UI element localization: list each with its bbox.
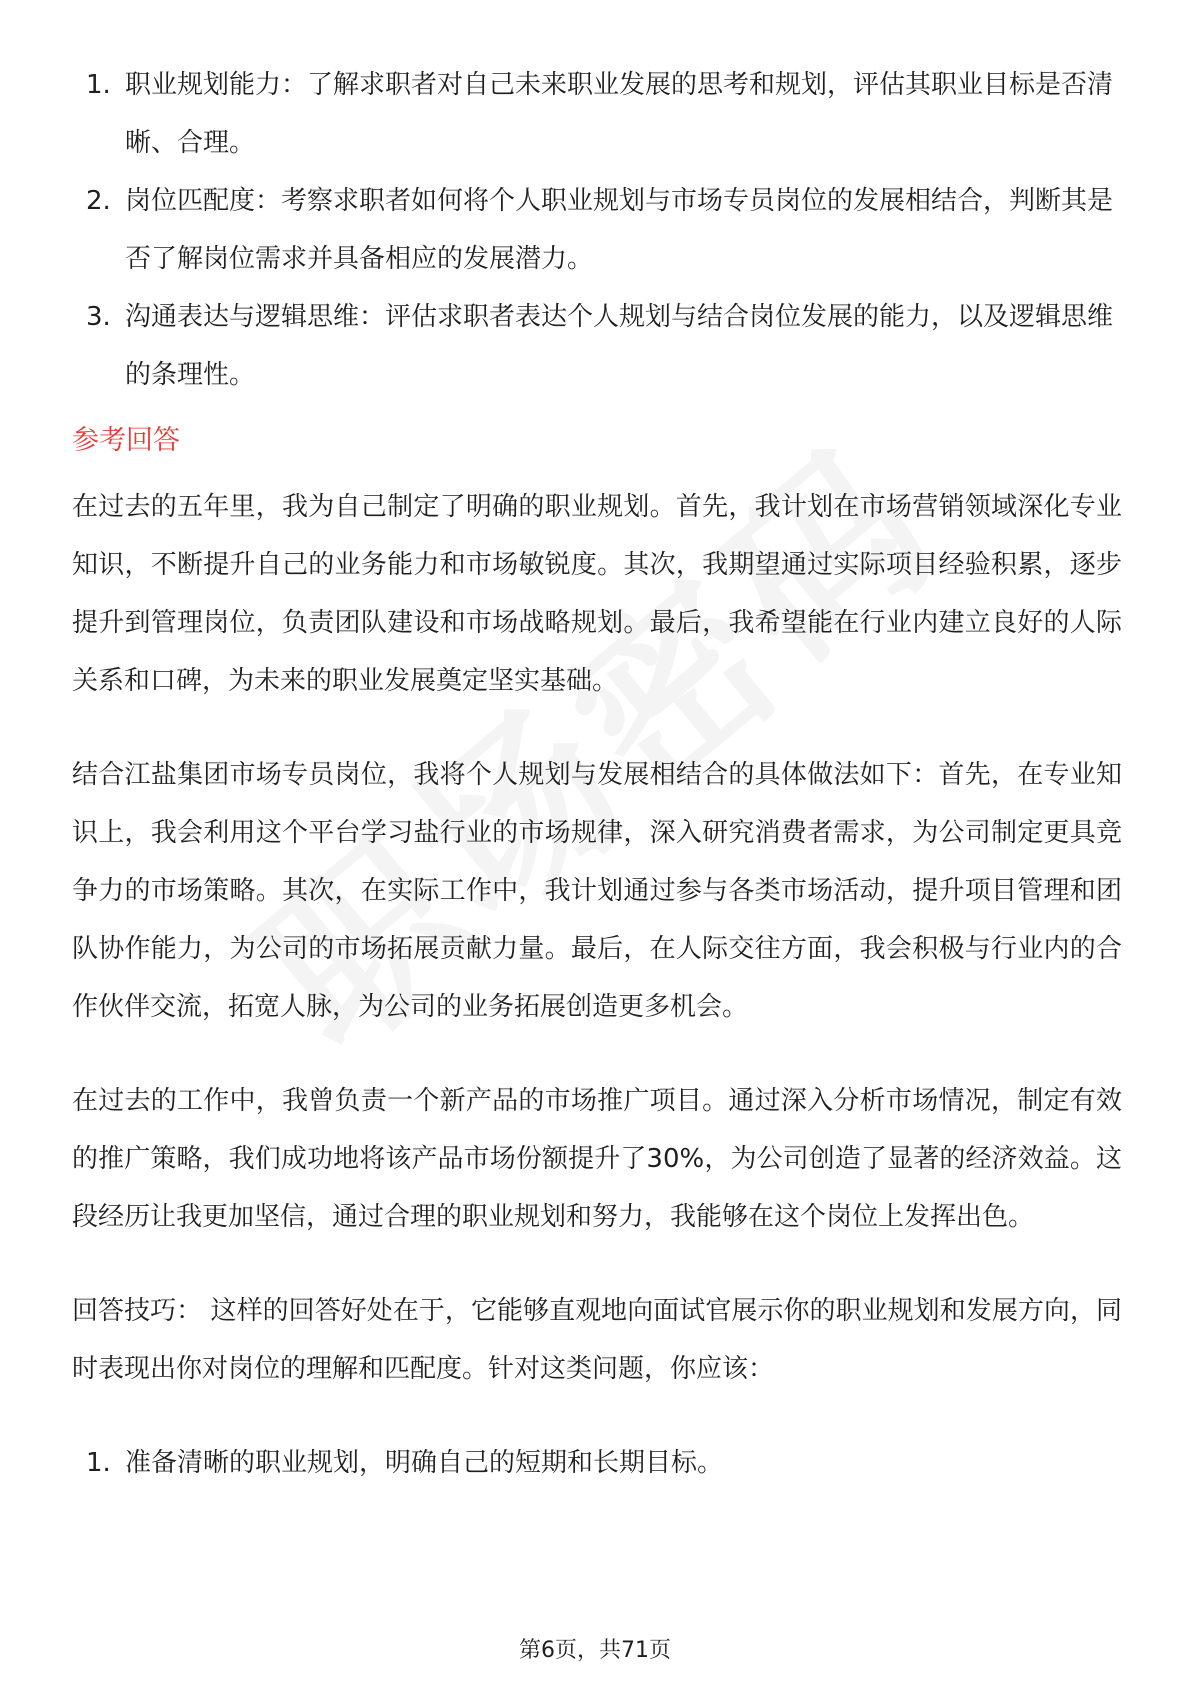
list-item [72,172,1122,288]
list-item-text: 职业规划能力：了解求职者对自己未来职业发展的思考和规划，评估其职业目标是否清晰、合理。 [125,70,1114,158]
list-item [72,1434,1122,1492]
list-item-number: 2. [86,186,111,216]
list-item-number: 1. [86,70,111,100]
answer-paragraph: 在过去的工作中，我曾负责一个新产品的市场推广项目。通过深入分析市场情况，制定有效的推广策略，我们成功地将该产品市场份额提升了30%，为公司创造了显著的经济效益。这段经历让我更加坚信，通过合理的职业规划和努力，我能够在这个岗位上发挥出色。 [72,1086,1122,1232]
eval-points-list [72,56,1122,404]
answer-paragraph: 结合江盐集团市场专员岗位，我将个人规划与发展相结合的具体做法如下：首先，在专业知识上，我会利用这个平台学习盐行业的市场规律，深入研究消费者需求，为公司制定更具竞争力的市场策略。其次，在实际工作中，我计划通过参与各类市场活动，提升项目管理和团队协作能力，为公司的市场拓展贡献力量。最后，在人际交往方面，我会积极与行业内的合作伙伴交流，拓宽人脉，为公司的业务拓展创造更多机会。 [72,760,1122,1022]
list-item-number: 3. [86,302,111,332]
tips-list [72,1434,1122,1492]
answer-paragraph: 在过去的五年里，我为自己制定了明确的职业规划。首先，我计划在市场营销领域深化专业知识，不断提升自己的业务能力和市场敏锐度。其次，我期望通过实际项目经验积累，逐步提升到管理岗位，负责团队建设和市场战略规划。最后，我希望能在行业内建立良好的人际关系和口碑，为未来的职业发展奠定坚实基础。 [72,492,1122,696]
list-item [72,56,1122,172]
list-item-text: 岗位匹配度：考察求职者如何将个人职业规划与市场专员岗位的发展相结合，判断其是否了解岗位需求并具备相应的发展潜力。 [125,186,1114,274]
page-content [72,56,1122,1492]
list-item-number: 1. [86,1448,111,1478]
reference-answer-heading: 参考回答 [72,425,180,456]
list-item [72,288,1122,404]
list-item-text: 准备清晰的职业规划，明确自己的短期和长期目标。 [125,1448,724,1478]
list-item-text: 沟通表达与逻辑思维：评估求职者表达个人规划与结合岗位发展的能力，以及逻辑思维的条理性。 [125,302,1114,390]
tips-paragraph: 回答技巧： 这样的回答好处在于，它能够直观地向面试官展示你的职业规划和发展方向，同时表现出你对岗位的理解和匹配度。针对这类问题，你应该： [72,1296,1122,1384]
page-number-footer: 第6页，共71页 [519,1638,671,1663]
